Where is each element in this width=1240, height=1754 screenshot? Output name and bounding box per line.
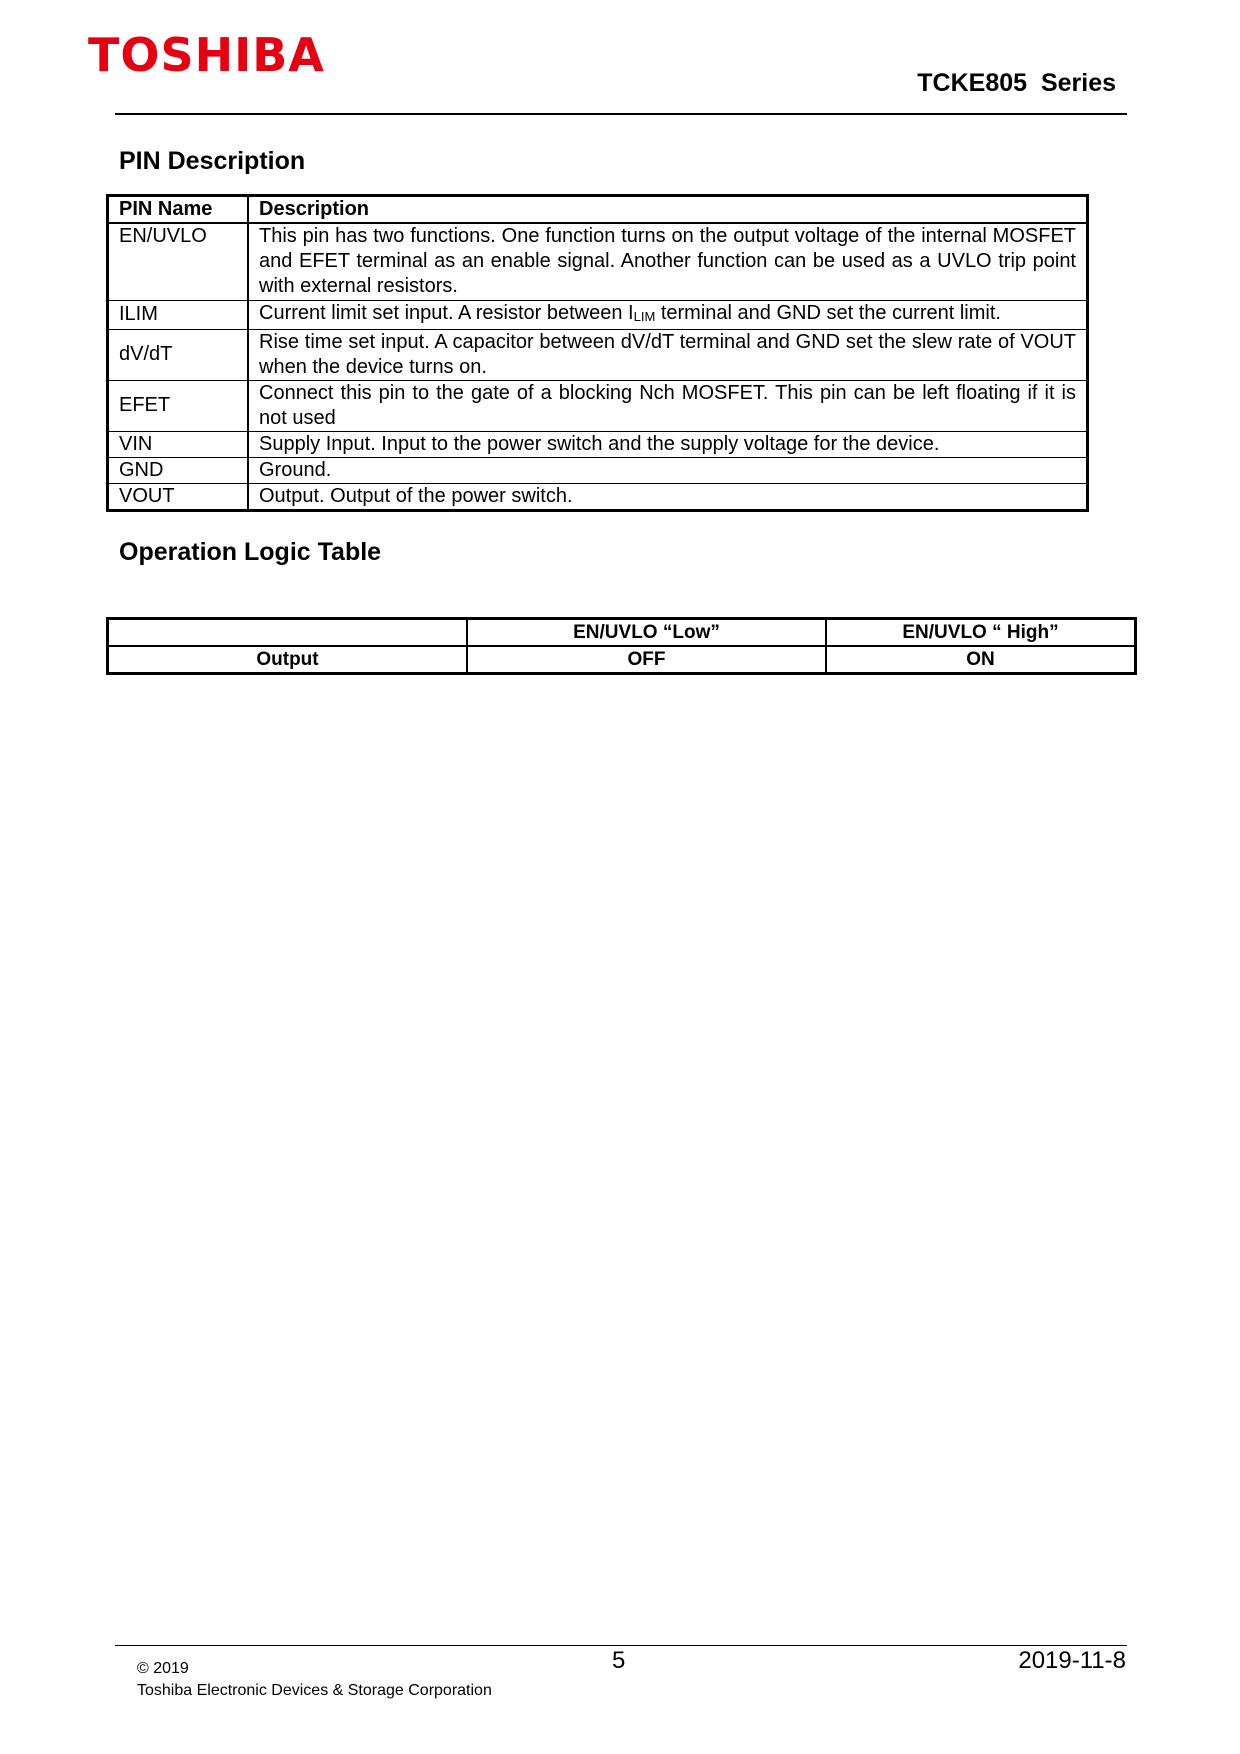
logic-value-high: ON [826,646,1136,674]
table-row [108,300,1088,329]
logic-header-high: EN/UVLO “ High” [826,619,1136,647]
pin-description-part: Current limit set input. A resistor between I [259,301,634,324]
series-title: TCKE805 Series [917,69,1116,97]
logic-header-row [108,619,1136,647]
logic-value-low: OFF [467,646,826,674]
logic-header-empty [108,619,468,647]
operation-logic-table [106,617,1137,675]
pin-description: Connect this pin to the gate of a blocking Nch MOSFET. This pin can be left floating if it is not used [248,380,1088,431]
operation-logic-title: Operation Logic Table [119,538,382,566]
table-row [108,431,1088,457]
table-row [108,329,1088,380]
toshiba-logo: TOSHIBA [88,28,325,82]
logic-output-row [108,646,1136,674]
pin-name: VIN [108,431,249,457]
pin-description-subscript: LIM [633,308,656,324]
document-date: 2019-11-8 [1018,1647,1126,1674]
pin-name: dV/dT [108,329,249,380]
table-row [108,223,1088,300]
footer-divider [115,1645,1127,1646]
pin-name: GND [108,457,249,483]
pin-description [248,300,1088,329]
table-row [108,457,1088,483]
pin-description-title: PIN Description [119,147,306,175]
column-header-description: Description [248,196,1088,224]
column-header-pin-name: PIN Name [108,196,249,224]
pin-name: ILIM [108,300,249,329]
pin-description: Output. Output of the power switch. [248,483,1088,510]
page-number: 5 [612,1647,626,1674]
pin-description: Ground. [248,457,1088,483]
pin-name: EFET [108,380,249,431]
header-divider [115,113,1127,115]
pin-description-table [106,194,1089,512]
pin-description-part: terminal and GND set the current limit. [655,301,1001,324]
pin-description: This pin has two functions. One function turns on the output voltage of the internal MOSFET and EFET terminal as an enable signal. Another function can be used as a UVLO trip point with external resistors. [248,223,1088,300]
pin-name: VOUT [108,483,249,510]
logic-header-low: EN/UVLO “Low” [467,619,826,647]
pin-description: Supply Input. Input to the power switch and the supply voltage for the device. [248,431,1088,457]
logic-row-label: Output [108,646,468,674]
pin-description: Rise time set input. A capacitor between dV/dT terminal and GND set the slew rate of VOUT when the device turns on. [248,329,1088,380]
table-header-row [108,196,1088,224]
copyright: © 2019 [137,1660,189,1677]
pin-name: EN/UVLO [108,223,249,300]
table-row [108,380,1088,431]
corporation-name: Toshiba Electronic Devices & Storage Corporation [137,1682,492,1699]
table-row [108,483,1088,510]
